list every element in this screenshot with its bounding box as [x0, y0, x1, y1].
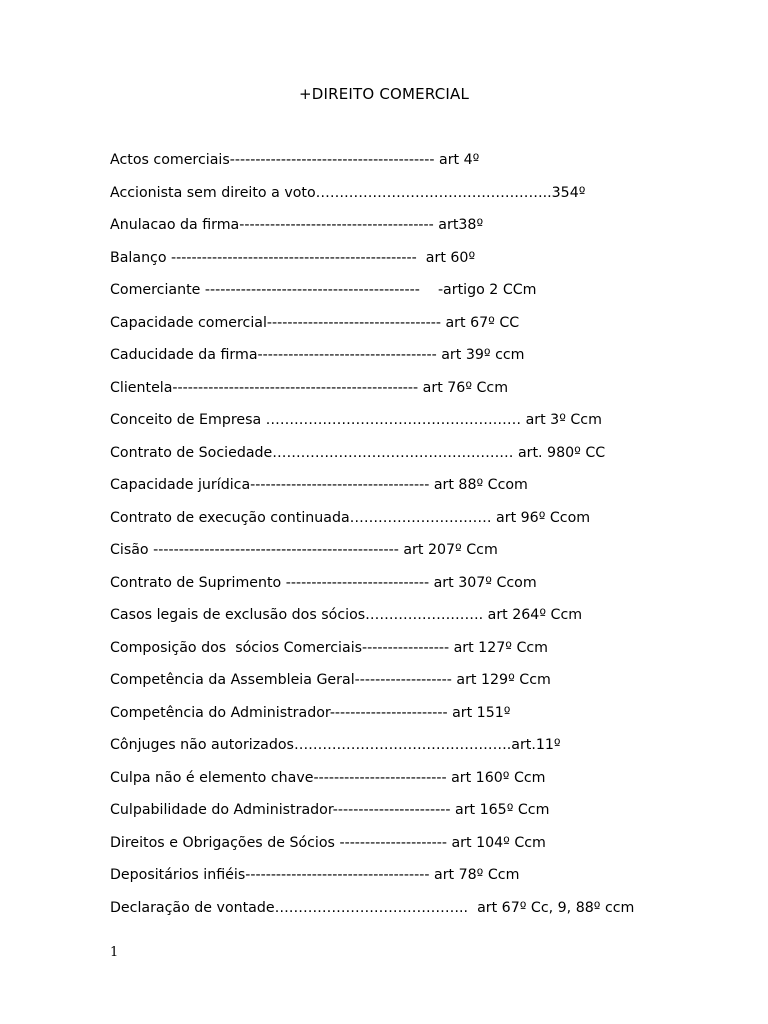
index-entry: Culpabilidade do Administrador----------------------- art 165º Ccm [110, 802, 550, 818]
index-entry: Comerciante ------------------------------------------ -artigo 2 CCm [110, 282, 537, 298]
index-entry: Composição dos sócios Comerciais----------------- art 127º Ccm [110, 639, 548, 656]
index-entry: Direitos e Obrigações de Sócios --------------------- art 104º Ccm [110, 834, 546, 851]
index-entry: Competência do Administrador----------------------- art 151º [110, 704, 511, 721]
index-entry: Cônjuges não autorizados……………………………………….art.11º [110, 737, 561, 753]
index-entry: Contrato de Sociedade…………………………………………… art. 980º CC [110, 444, 606, 461]
index-entry: Capacidade jurídica----------------------------------- art 88º Ccom [110, 477, 528, 493]
index-entry: Clientela------------------------------------------------ art 76º Ccm [110, 379, 509, 396]
index-entry: Casos legais de exclusão dos sócios……………………. art 264º Ccm [110, 607, 583, 623]
index-entry: Declaração de vontade………………………………….. art 67º Cc, 9, 88º ccm [110, 899, 635, 916]
document-title: +DIREITO COMERCIAL [298, 85, 470, 103]
index-entry: Cisão ------------------------------------------------ art 207º Ccm [110, 542, 498, 558]
index-entry: Anulacao da firma-------------------------------------- art38º [110, 217, 484, 233]
index-list [110, 148, 634, 928]
index-entry: Competência da Assembleia Geral------------------- art 129º Ccm [110, 672, 551, 688]
index-entry: Actos comerciais---------------------------------------- art 4º [110, 152, 480, 168]
index-entry: Depositários infiéis------------------------------------ art 78º Ccm [110, 867, 520, 883]
index-entry: Accionista sem direito a voto…………………………………………..354º [110, 184, 586, 201]
index-entry: Capacidade comercial---------------------------------- art 67º CC [110, 314, 520, 331]
index-entry: Contrato de Suprimento ---------------------------- art 307º Ccom [110, 574, 537, 591]
index-entry: Culpa não é elemento chave-------------------------- art 160º Ccm [110, 769, 546, 786]
index-entry: Conceito de Empresa ……………………………………………… art 3º Ccm [110, 412, 602, 428]
index-entry: Balanço ------------------------------------------------ art 60º [110, 249, 476, 266]
page-number: 1 [110, 945, 119, 960]
index-entry: Caducidade da firma----------------------------------- art 39º ccm [110, 347, 525, 363]
index-entry: Contrato de execução continuada………………………… art 96º Ccom [110, 509, 591, 526]
